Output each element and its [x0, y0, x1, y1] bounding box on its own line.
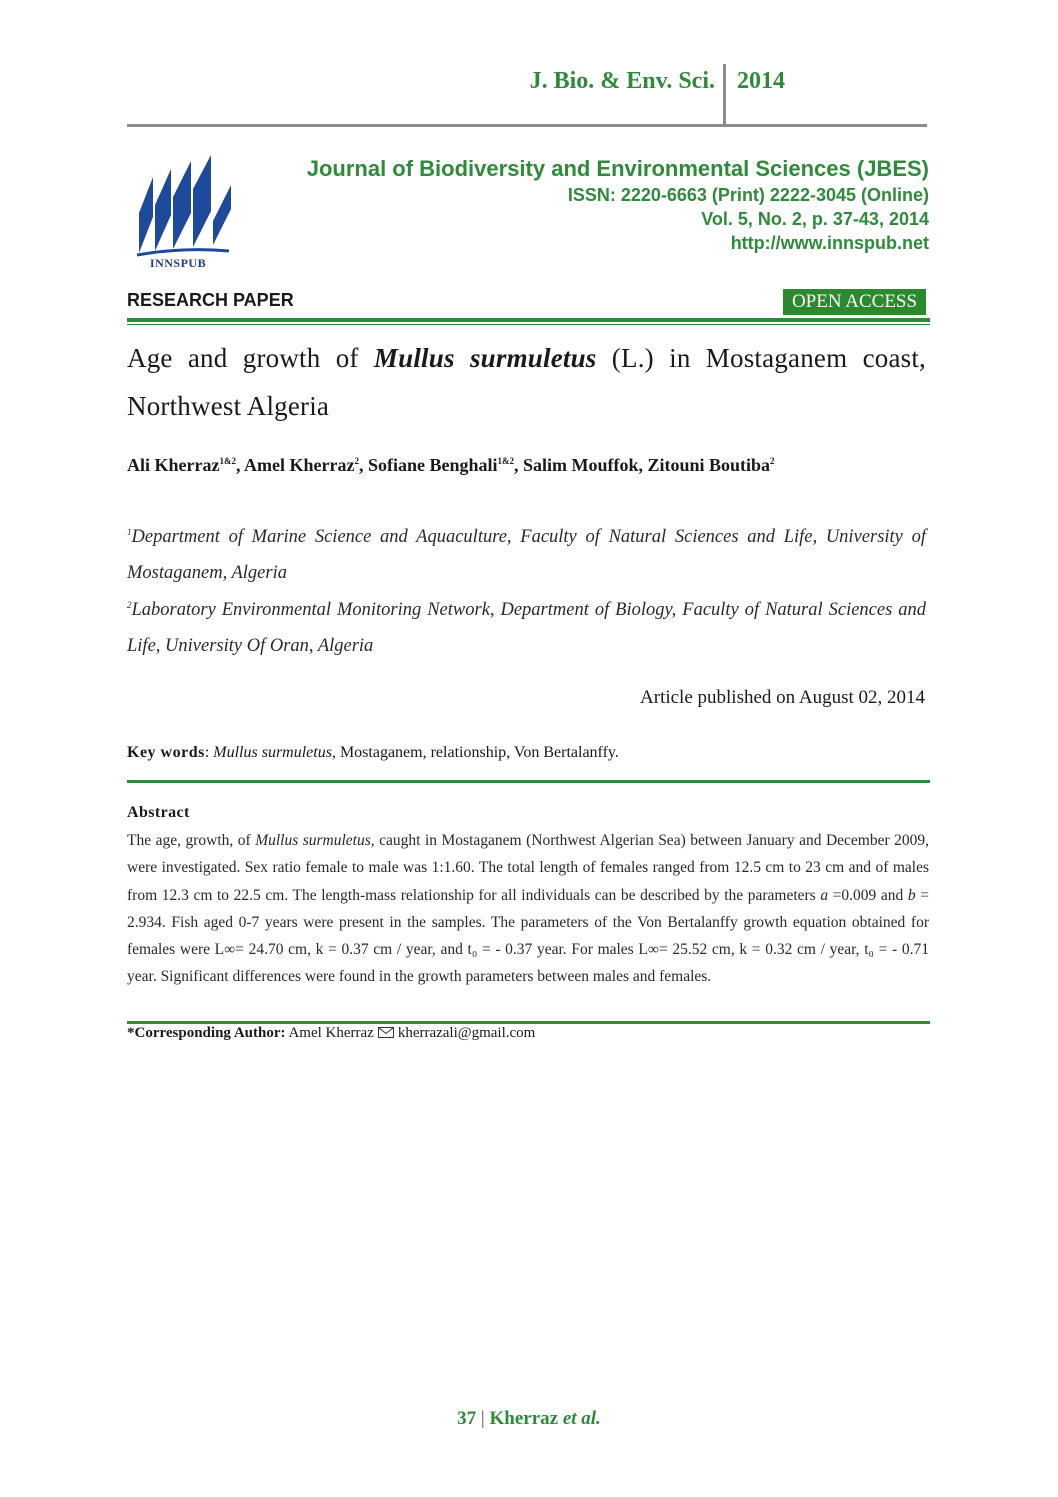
author-affiliation-mark: 2 — [354, 456, 359, 466]
footer-author: Kherraz — [489, 1408, 559, 1429]
journal-volume: Vol. 5, No. 2, p. 37-43, 2014 — [701, 209, 929, 229]
title-prefix: Age and growth of — [127, 343, 374, 373]
logo-wordmark: INNSPUB — [149, 256, 207, 270]
journal-url-link[interactable]: http://www.innspub.net — [730, 233, 929, 253]
author-separator: , — [358, 455, 368, 475]
envelope-icon — [378, 1027, 394, 1038]
title-species: Mullus surmuletus — [373, 343, 597, 373]
footer-etal: et al. — [562, 1408, 601, 1429]
section-divider-thin — [127, 324, 930, 325]
abstract-text: = 2.934. Fish aged 0-7 years were present in the samples. The parameters of the Von Bertalanffy growth equation obtained for females were L∞= 24.70 cm, k = 0.37 cm / year, and t₀ = - 0.37 year. For males L∞= 25.52 cm, k = 0.32 cm / year, t₀ = - 0.71 year. Significant differences were found in the growth parameters between males and females. — [127, 886, 929, 986]
abstract-divider — [127, 1021, 930, 1024]
affiliation-text: Laboratory Environmental Monitoring Network, Department of Biology, Faculty of Natural Sciences and Life, University Of Oran, Algeria — [127, 600, 926, 657]
published-date: Article published on August 02, 2014 — [640, 687, 925, 708]
title-suffix: (L.) in Mostaganem coast, Northwest Algeria — [127, 343, 926, 421]
param-a: a — [820, 886, 829, 904]
corresponding-author — [127, 1025, 535, 1042]
author-name: Sofiane Benghali — [367, 455, 498, 475]
keywords-species: Mullus surmuletus — [213, 744, 332, 761]
running-journal-title: J. Bio. & Env. Sci. — [529, 68, 715, 94]
running-year: 2014 — [737, 68, 785, 94]
abstract-text: , caught in Mostaganem (Northwest Algerian Sea) between January and December 2009, were investigated. Sex ratio female to male was 1:1.60. The total length of females ranged from 12.5 cm to 23 cm and of males from 12.3 cm to 22.5 cm. The length-mass relationship for all individuals can be described by the parameters — [127, 832, 929, 904]
affiliation-number: 1 — [127, 527, 132, 537]
header-divider — [127, 124, 927, 127]
author-name: Ali Kherraz — [127, 455, 220, 475]
section-divider — [127, 318, 930, 322]
author-list — [127, 455, 927, 476]
affiliation — [127, 514, 926, 591]
author-separator: , — [235, 455, 244, 475]
keywords-rest: , Mostaganem, relationship, Von Bertalanffy. — [331, 744, 619, 761]
abstract-body — [127, 827, 929, 991]
affiliation-text: Department of Marine Science and Aquaculture, Faculty of Natural Sciences and Life, University of Mostaganem, Algeria — [127, 527, 926, 584]
affiliation — [127, 587, 926, 664]
author-separator: , — [513, 455, 523, 475]
corresponding-email-link[interactable]: kherrazali@gmail.com — [397, 1025, 536, 1041]
footer-separator: | — [480, 1408, 485, 1429]
abstract-species: Mullus surmuletus — [255, 832, 371, 849]
abstract-text: =0.009 and — [828, 886, 908, 904]
journal-issn: ISSN: 2220-6663 (Print) 2222-3045 (Online) — [567, 185, 929, 205]
author-name: Salim Mouffok — [522, 455, 639, 475]
page-number: 37 — [457, 1408, 477, 1429]
author-affiliation-mark: 1&2 — [219, 456, 236, 466]
corresponding-label: *Corresponding Author: — [127, 1025, 286, 1041]
header-vertical-divider — [723, 64, 726, 127]
abstract-text: The age, growth, of — [127, 832, 256, 849]
author-affiliation-mark: 1&2 — [497, 456, 514, 466]
paper-title — [127, 334, 926, 430]
keywords-divider — [127, 780, 930, 783]
corresponding-name: Amel Kherraz — [288, 1025, 374, 1041]
author-separator: , — [638, 455, 648, 475]
affiliation-number: 2 — [127, 600, 132, 610]
author-name: Zitouni Boutiba — [647, 455, 771, 475]
author-affiliation-mark: 2 — [770, 456, 775, 466]
author-name: Amel Kherraz — [244, 455, 355, 475]
journal-name: Journal of Biodiversity and Environmental Sciences (JBES) — [306, 156, 929, 181]
keywords: Key words: Mullus surmuletus, Mostaganem, relationship, Von Bertalanffy. — [127, 744, 619, 761]
paper-type-label: RESEARCH PAPER — [127, 290, 294, 310]
open-access-badge: OPEN ACCESS — [783, 289, 926, 315]
page-footer — [0, 1408, 1058, 1430]
param-b: b — [907, 886, 916, 904]
abstract-heading: Abstract — [127, 804, 190, 821]
keywords-label: Key words — [127, 744, 205, 761]
